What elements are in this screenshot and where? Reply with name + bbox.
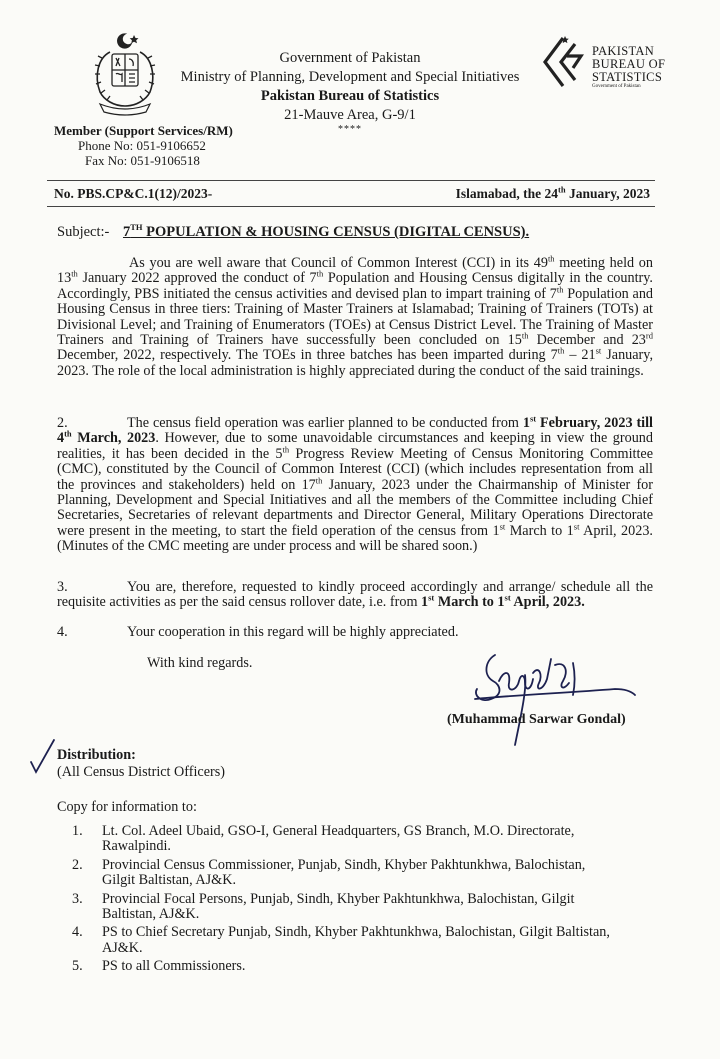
distribution-text: (All Census District Officers) — [57, 764, 225, 780]
sender-phone: Phone No: 051-9106652 — [78, 138, 206, 153]
letter-date: Islamabad, the 24th January, 2023 — [455, 184, 650, 201]
pbs-chevron-icon — [537, 34, 587, 92]
check-mark-icon — [28, 738, 58, 776]
sender-fax: Fax No: 051-9106518 — [85, 153, 200, 168]
ministry-title: Ministry of Planning, Development and Special Initiatives — [180, 69, 520, 85]
distribution-title: Distribution: — [57, 747, 136, 763]
paragraph-3: 3. You are, therefore, requested to kindly proceed accordingly and arrange/ schedule all the requisite activities as per the said census rollover date, i.e. from 1st March to 1st April, 2023. — [57, 579, 653, 611]
pbs-logo-line1: PAKISTAN — [592, 44, 655, 58]
sender-block — [54, 123, 233, 168]
distribution-block — [57, 747, 225, 781]
reference-number: No. PBS.CP&C.1(12)/2023- — [54, 186, 213, 201]
address: 21-Mauve Area, G-9/1 — [284, 107, 416, 123]
pbs-logo-text — [592, 45, 682, 90]
list-item: 3. Provincial Focal Persons, Punjab, Sindh, Khyber Pakhtunkhwa, Balochistan, Gilgit Baltistan, AJ&K. — [72, 890, 575, 923]
pbs-logo-line3: STATISTICS — [592, 69, 663, 84]
list-item: 4. PS to Chief Secretary Punjab, Sindh, Khyber Pakhtunkhwa, Balochistan, Gilgit Baltistan, AJ&K. — [72, 924, 610, 956]
stars-ornament: **** — [338, 124, 362, 135]
pbs-logo-line4: Government of Pakistan — [592, 84, 641, 90]
paragraph-4: 4. Your cooperation in this regard will be highly appreciated. — [57, 624, 459, 640]
pbs-logo-line2: BUREAU OF — [592, 56, 666, 71]
government-title: Government of Pakistan — [279, 50, 421, 66]
pbs-logo — [537, 28, 677, 98]
subject-text: 7TH POPULATION & HOUSING CENSUS (DIGITAL CENSUS). — [122, 222, 530, 240]
copy-title: Copy for information to: — [57, 799, 197, 815]
signature-icon — [455, 645, 655, 765]
sender-title: Member (Support Services/RM) — [54, 123, 233, 138]
signatory-name: (Muhammad Sarwar Gondal) — [447, 712, 626, 727]
bureau-title: Pakistan Bureau of Statistics — [260, 88, 440, 104]
subject-label: Subject:- — [57, 224, 110, 240]
list-item: 2. Provincial Census Commissioner, Punjab, Sindh, Khyber Pakhtunkhwa, Balochistan, Gilgit Baltistan, AJ&K. — [72, 856, 586, 889]
list-item: 5. PS to all Commissioners. — [72, 958, 246, 975]
paragraph-1: As you are well aware that Council of Common Interest (CCI) in its 49th meeting held on 13th January 2022 approved the conduct of 7th Population and Housing Census digitally in the country. Accordingly, PBS initiated the census activities and devised plan to impart training of 7th Population and Housing Census in three tiers: Training of Master Trainers at Islamabad; Training of Trainers (TOTs) at Divisional Level; and Training of Enumerators (TOEs) at Census District Level. The Training of Master Trainers and Training of Trainers have successfully been concluded on 15th December and 23rd December, 2022, respectively. The TOEs in three batches has been imparted during 7th – 21st January, 2023. The role of the local administration is highly appreciated during the conduct of the said trainings. — [57, 253, 654, 379]
subject-line — [57, 224, 529, 241]
header-rule-bottom — [47, 206, 655, 207]
header-rule-top — [47, 180, 655, 181]
copy-list — [72, 824, 662, 978]
list-item: 1. Lt. Col. Adeel Ubaid, GSO-I, General Headquarters, GS Branch, M.O. Directorate, Rawalpindi. — [72, 823, 575, 855]
paragraph-2: 2. The census field operation was earlier planned to be conducted from 1st February, 2023 till 4th March, 2023. However, due to some unavoidable circumstances and keeping in view the ground realities, it has been decided in the 5th Progress Review Meeting of Census Monitoring Committee (CMC), constituted by the Council of Common Interest (CCI) (which includes representation from all the provinces and stakeholders) held on 17th January, 2023 under the Chairmanship of Minister for Planning, Development and Special Initiatives and all the members of the Committee including Chief Secretaries, Secretaries of relevant departments and Director General, Military Operations Directorate were present in the meeting, to start the field operation of the census from 1st March to 1st April, 2023. (Minutes of the CMC meeting are under process and will be shared soon.) — [57, 413, 654, 555]
closing-regards: With kind regards. — [147, 655, 253, 671]
